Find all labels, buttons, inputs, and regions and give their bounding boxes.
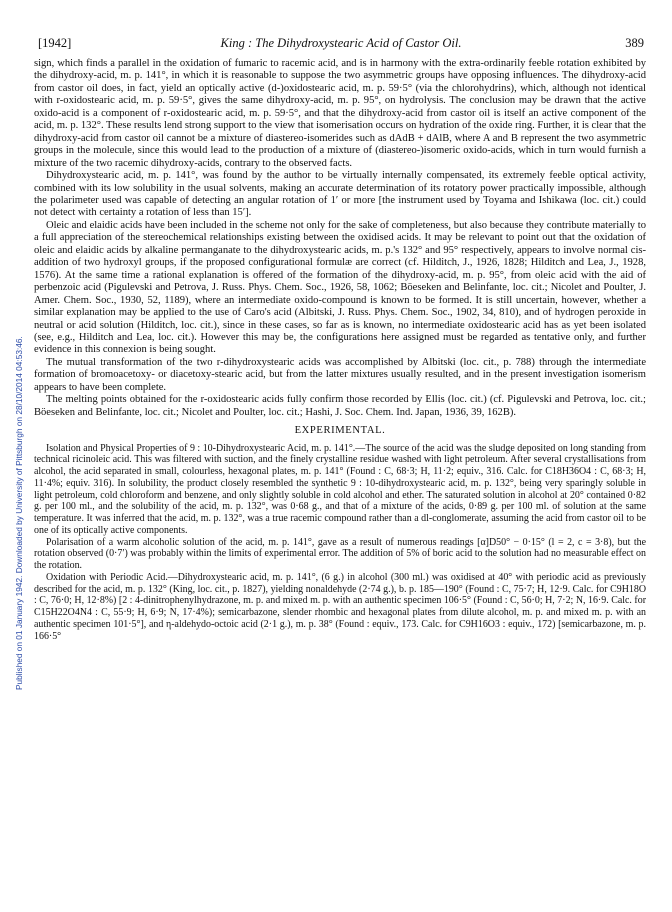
header-running-title: King : The Dihydroxystearic Acid of Castor Oil. [220, 36, 462, 50]
experimental-isolation: Isolation and Physical Properties of 9 : 10-Dihydroxystearic Acid, m. p. 141°.—The source of the acid was the sludge deposited on long standing from technical ricinoleic acid. This was filtered with suction, and the finely crystalline residue washed with light petroleum. After several crystallisations from alcohol, the acid separated in small, colourless, hexagonal plates, m. p. 141° (Found : C, 68·3; H, 11·2; equiv., 316. Calc. for C18H36O4 : C, 68·3; H, 11·4%; equiv. 316). In solubility, the product closely resembled the synthetic 9 : 10-dihydroxystearic acid, m. p. 132°, being very sparingly soluble in light petroleum, cold chloroform and benzene, and only slightly soluble in cold alcohol and ether. The saturated solution in alcohol at 20° contained 0·82 g. per 100 ml., and the solubility of the acid, m. p. 132°, was 0·68 g., and that of a mixture of the acids, 0·89 g. per 100 ml. of solution at the same temperature. It was inferred that the acid, m. p. 132°, was a true racemic compound rather than a dl-conglomerate, assuming the acid from castor oil to be one of its optically active components. [34, 442, 646, 536]
header-page-number: 389 [625, 36, 644, 50]
paragraph-melting-points: The melting points obtained for the r-oxidostearic acids fully confirm those recorded by Ellis (loc. cit.) (cf. Pigulevski and Petrova, loc. cit.; Böeseken and Belinfante, loc. cit.; Nicolet and Poulter, loc. cit.; Hashi, J. Soc. Chem. Ind. Japan, 1936, 39, 162B). [34, 394, 646, 418]
paragraph-oleic-elaidic: Oleic and elaidic acids have been included in the scheme not only for the sake of completeness, but also because they contribute materially to a full appreciation of the stereochemical relationships existing between the oxidised acids. It may be relevant to point out that the oxidation of oleic and elaidic acids by alkaline permanganate to the dihydroxystearic acids, m. p.'s 132° and 95° respectively, appears to involve normal cis-addition of two hydroxyl groups, if the proposed configurational formulæ are correct (cf. Hilditch, J., 1926, 1828; Hilditch and Lea, J., 1928, 1576). At the same time a rational explanation is offered of the formation of the dihydroxy-acid, m. p. 95°, from oleic acid with the aid of perbenzoic acid (Pigulevski and Petrova, J. Russ. Phys. Chem. Soc., 1926, 58, 1062; Böeseken and Belinfante, loc. cit.; Nicolet and Poulter, J. Amer. Chem. Soc., 1930, 52, 1189), where an intermediate oxido-compound is known to be formed. It is still uncertain, however, whether a similar explanation may be applied to the use of Caro's acid (Albitski, J. Russ. Phys. Chem. Soc., 1902, 34, 810), and of hydrogen peroxide in neutral or acid solution (Hilditch, loc. cit.), since in these cases, so far as is known, no intermediate oxidostearic acid has as yet been isolated (see, e.g., Hilditch and Lea, loc. cit.). However this may be, the configurations here assigned must be regarded as tentative only, and further evidence in this connexion is being sought. [34, 219, 646, 356]
download-watermark-text: Published on 01 January 1942. Downloaded by University of Pittsburgh on 28/10/2014 04:53:46. [14, 336, 24, 690]
experimental-section [34, 443, 646, 643]
section-heading-experimental: EXPERIMENTAL. [294, 425, 386, 437]
header-year: [1942] [38, 36, 72, 50]
page-header [38, 36, 644, 52]
experimental-oxidation: Oxidation with Periodic Acid.—Dihydroxystearic acid, m. p. 141°, (6 g.) in alcohol (300 ml.) was oxidised at 40° with periodic acid as previously described for the acid, m. p. 132° (King, loc. cit., p. 1827), yielding nonaldehyde (2·74 g.), b. p. 185—190° (Found : C, 75·7; H, 12·9. Calc. for C9H18O : C, 76·0; H, 12·8%) [2 : 4-dinitrophenylhydrazone, m. p. and mixed m. p. with an authentic specimen 106·5° (Found : C, 56·0; H, 7·2; N, 16·9. Calc. for C15H22O4N4 : C, 55·9; H, 6·9; N, 17·4%); semicarbazone, slender rhombic and hexagonal plates from dilute alcohol, m. p. and mixed m. p. with an authentic specimen 101·5°], and η-aldehydo-octoic acid (2·1 g.), m. p. 38° (Found : equiv., 173. Calc. for C9H16O3 : equiv., 172) [semicarbazone, m. p. 166·5° [34, 571, 646, 642]
paragraph-dihydroxystearic: Dihydroxystearic acid, m. p. 141°, was found by the author to be virtually internally compensated, its extremely feeble optical activity, combined with its low solubility in the usual solvents, making an accurate determination of its rotatory power practically impossible, although the polarimeter used was capable of detecting an angular rotation of 1′ or more [the instrument used by Toyama and Ishikawa (loc. cit.) could not detect with certainty a rotation of less than 15′]. [34, 170, 646, 219]
download-watermark [2, 130, 24, 690]
experimental-polarisation: Polarisation of a warm alcoholic solution of the acid, m. p. 141°, gave as a result of numerous readings [α]D50° − 0·15° (l = 2, c = 3·8), but the rotation observed (0·7′) was probably within the limits of experimental error. The addition of 5% of boric acid to the solution had no measurable effect on the rotation. [34, 536, 646, 572]
paragraph-mutual-transformation: The mutual transformation of the two r-dihydroxystearic acids was accomplished by Albitski (loc. cit., p. 788) through the intermediate formation of bromoacetoxy- or diacetoxy-stearic acid, but from the latter mixtures usually resulted, and in the present investigation isomerism appears to have been complete. [34, 356, 646, 393]
paragraph-continuation: sign, which finds a parallel in the oxidation of fumaric to racemic acid, and is in harmony with the extra-ordinarily feeble rotation exhibited by the dihydroxy-acid, m. p. 141°, in which it is reasonable to suppose the two asymmetric groups have opposing influences. The dihydroxy-acid from castor oil does, in fact, yield an optically active (d-)oxidostearic acid, m. p. 59·5° (via the chlorohydrins), which, although not identical with r-oxidostearic acid, m. p. 59·5°, gives the same dihydroxy-acid, m. p. 95°, on hydrolysis. The conclusion may be drawn that the active oxido-acid is a component of r-oxidostearic acid, m. p. 59·5°, and that the dihydroxy-acid from castor oil is itself an active component of the acid, m. p. 132°. These results lend strong support to the view that isomerisation occurs on hydration of the oxide ring. Further, it is clear that the dihydroxy-acid from castor oil cannot be a mixture of diastereo-isomerides such as dAdB + dAlB, where A and B represent the two asymmetric groups in the molecule, since this would lead to the production of a mixture of (diastereo-)isomeric oxido-acids, which in turn would furnish a mixture of the two racemic dihydroxy-acids, contrary to the observed facts. [34, 58, 646, 169]
article-body [34, 58, 646, 642]
